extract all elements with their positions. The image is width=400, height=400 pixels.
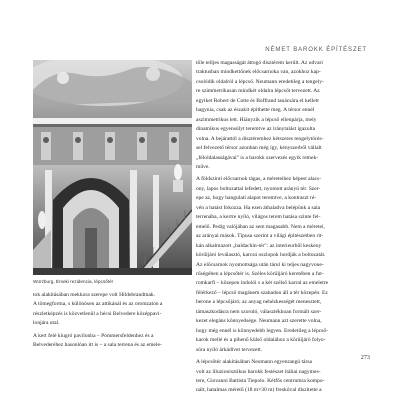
text-line: Belvederéhez hasonlóan itt is – a sala terrena és az emele- xyxy=(33,342,162,349)
text-line: romkarfi – közepen indulói s a két szélső karral az emeletre xyxy=(196,280,329,287)
text-line: dinamikus egyensúlyt teremtve az iránytalást igazolta xyxy=(196,126,316,133)
text-line: részletképzés is közvetlenül a bécsi Belvedere középpavi- xyxy=(33,310,162,317)
text-line: A földszinti előcsarnok tágas, a méreteihez képest alacs- xyxy=(196,176,322,183)
text-line: tok alakításában mekkora szerepe volt Hildebrandtnak. xyxy=(33,292,155,298)
text-line: Az előcsarnok nyomottsága után tárul ki teljes nagyvone- xyxy=(196,261,324,268)
text-line: epe az, hogy hangulati alapot teremtve, a kontraszt ré- xyxy=(196,195,317,202)
paragraph xyxy=(33,332,193,351)
text-line: berone a lépcsőjáró; az anyag nehézkességét menesztett, xyxy=(196,299,322,306)
text-line: műve. xyxy=(196,163,210,170)
text-line: hagynia, csak az északit építhette meg. A térsor ennél xyxy=(196,107,315,114)
text-line: A lépcsőtér alakításában Neumann egyenrangú társa xyxy=(196,359,312,366)
text-line: kezet elegáns könnyedsége. Neumann azt szerette volna, xyxy=(196,318,322,325)
paragraph xyxy=(196,175,370,355)
text-line: „féloldalasságával" is a barokk szervezés egyik remek- xyxy=(196,154,319,161)
text-line: egyiket Robert de Cotte és Boffrand tanácsára el kellett xyxy=(196,97,319,104)
paragraph xyxy=(196,358,370,396)
right-text-column xyxy=(196,59,370,396)
text-line: félérkező – lépcső magánem szabadon áll a tér közepén. Ez xyxy=(196,289,328,296)
paragraph xyxy=(33,291,193,329)
text-line: lonjára utal. xyxy=(33,320,60,327)
paragraph xyxy=(196,59,370,172)
text-line: az arányai mások. Típusa szerint a világi építészetben rit- xyxy=(196,233,324,240)
text-line: sel felvezető térsor azonban még így, kényszerből vállalt xyxy=(196,145,322,152)
text-line: emelő. Pedig valójában az sem magasabb. Nem a méretei, xyxy=(196,223,325,230)
text-line: vén a hatást fokozza. Ha ezen áthaladva belépünk a sala xyxy=(196,204,321,211)
text-line: hogy még ennél is könnyedebb legyen. Eredetileg a lépcső- xyxy=(196,327,329,334)
text-line: A kert felé kiugró pavilonba – Pommersfeldenhez és a xyxy=(33,332,154,339)
text-line: körüljáró leválasztó, karcsú oszlopok hordják a boltozatát. xyxy=(196,252,326,259)
text-line: kán alkalmazott „baldachin-tér": az interieurből keskeny xyxy=(196,242,322,249)
text-line: sóra nyíló árkádívet tervezett. xyxy=(196,346,262,353)
page-number: 273 xyxy=(360,354,370,361)
text-line: támaszkodásra nem szoruló, választékkoan formált szer- xyxy=(196,308,322,315)
text-line: rűségében a lépcsőtér is. Széles körüljáró keretében a fut- xyxy=(196,270,324,277)
running-head: NÉMET BAROKK ÉPÍTÉSZET xyxy=(265,47,367,53)
text-line: aszimmetrikus lett. Hiányzik a lépcső ellenpárja, mely xyxy=(196,116,317,123)
text-line: terrenába, a kertre nyíló, világos terem hatása szinte fel- xyxy=(196,214,321,221)
text-line: nált, hatalmas méretű (18 m×30 m) freskóval díszítette a xyxy=(196,387,322,394)
text-line: csolódik oldalról a lépcső. Neumann eredetileg a tengely- xyxy=(196,78,324,85)
figure-caption: Würzburg, Érseki rezidencia, lépcsőtér xyxy=(33,279,114,284)
staircase-photo xyxy=(33,60,192,275)
text-line: A tömegforma, s különösen az attikánál és az oromzaton a xyxy=(33,301,163,308)
text-line: tere, Giovanni Battista Tiepolo. Kétfős centrumra kompo- xyxy=(196,377,325,384)
text-line: karok mellé és a pihenő külső oldalához a körüljáró folyo- xyxy=(196,337,326,344)
text-line: ony, lapos boltozattal lefedett, nyomott arányú tér. Szer- xyxy=(196,185,321,192)
text-line: volt az illuzionisztikus barokk festészet itáliai nagymes- xyxy=(196,368,321,375)
text-line: traktusban mindkettőnek előcsarnoka van, azokhoz kap- xyxy=(196,69,321,76)
text-line: volna. A bejárattól a disztéremhez kétszeres tengelytörés- xyxy=(196,135,324,142)
left-text-column xyxy=(33,291,193,351)
text-line: tőle telljes magasságát áttogó disztérem került. Az udvari xyxy=(196,60,323,66)
text-line: re szimmetrikusan mindkét oldalra lépcsőt tervezett. Az xyxy=(196,88,320,95)
